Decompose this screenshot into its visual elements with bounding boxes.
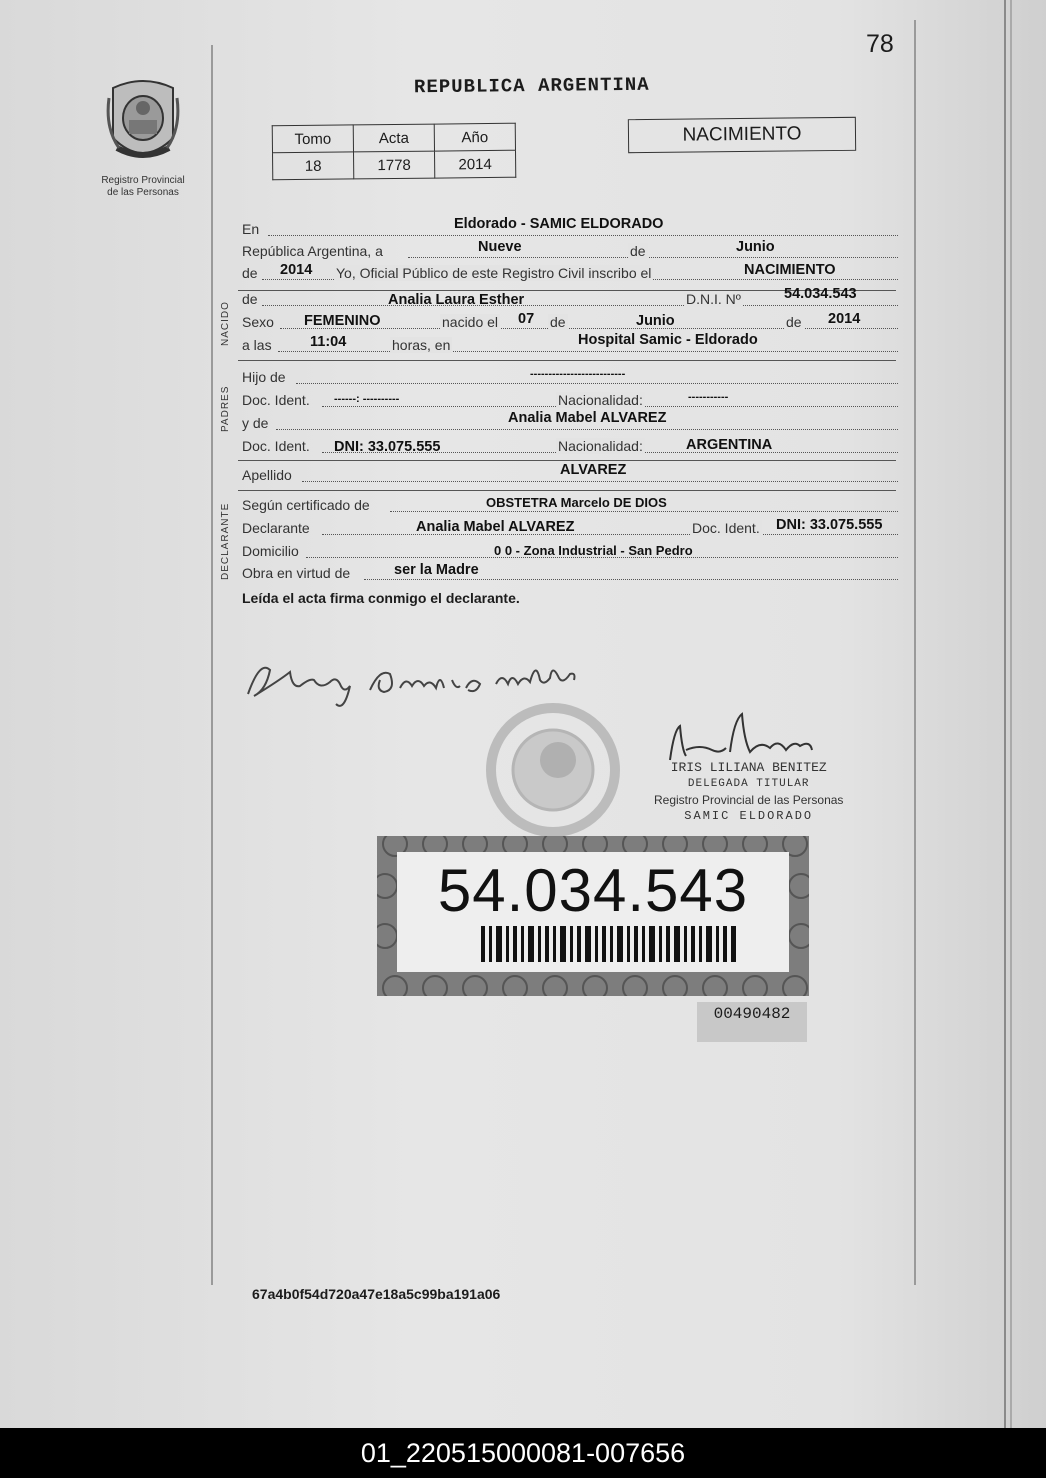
closing-statement: Leída el acta firma conmigo el declarante. bbox=[242, 590, 520, 606]
id-barcode-label bbox=[377, 836, 809, 996]
registry-value: 2014 bbox=[434, 150, 515, 178]
page-edge bbox=[1010, 0, 1012, 1428]
domicilio-label: Domicilio bbox=[242, 543, 299, 559]
de-label: de bbox=[550, 314, 566, 330]
registry-value: 18 bbox=[273, 152, 354, 180]
day-value: Nueve bbox=[478, 239, 522, 255]
serial-number: 00490482 bbox=[697, 1002, 807, 1042]
act-type-box: NACIMIENTO bbox=[628, 117, 856, 153]
mother-nationality: ARGENTINA bbox=[686, 437, 773, 453]
year-value: 2014 bbox=[280, 262, 313, 278]
birth-month: Junio bbox=[636, 313, 675, 329]
registry-value: 1778 bbox=[354, 151, 435, 179]
barcode-number: 54.034.543 bbox=[437, 857, 749, 924]
declarante-row bbox=[242, 517, 898, 539]
doc1-value: ------: ---------- bbox=[334, 393, 400, 405]
barcode-inner bbox=[397, 852, 789, 972]
dni-value: 54.034.543 bbox=[784, 286, 857, 302]
registry-header: Acta bbox=[353, 124, 434, 152]
logo-caption: Registro Provincial bbox=[101, 175, 185, 186]
province-logo bbox=[95, 78, 191, 199]
segun-label: Según certificado de bbox=[242, 497, 370, 513]
nacionalidad-label: Nacionalidad: bbox=[558, 392, 643, 408]
section-label-declarante: DECLARANTE bbox=[220, 502, 231, 580]
de-label: de bbox=[630, 243, 646, 259]
page-edge bbox=[1004, 0, 1006, 1428]
birth-place: Hospital Samic - Eldorado bbox=[578, 332, 758, 348]
registry-table bbox=[272, 123, 517, 181]
doc-ident-label: Doc. Ident. bbox=[242, 438, 310, 454]
month-value: Junio bbox=[736, 239, 775, 255]
coat-of-arms-icon bbox=[103, 78, 183, 170]
father-value: -------------------------- bbox=[530, 368, 626, 380]
child-name: Analia Laura Esther bbox=[388, 292, 525, 308]
nac1-value: ----------- bbox=[688, 391, 729, 403]
apellido-row bbox=[242, 464, 898, 486]
nacionalidad-label: Nacionalidad: bbox=[558, 438, 643, 454]
doc-ident-label: Doc. Ident. bbox=[242, 392, 310, 408]
hijo-de-row bbox=[242, 366, 898, 388]
barcode-bars bbox=[481, 926, 737, 962]
birth-day: 07 bbox=[518, 311, 535, 327]
page-number: 78 bbox=[866, 30, 894, 58]
domicilio-row bbox=[242, 540, 898, 562]
en-label: En bbox=[242, 221, 260, 237]
date-row bbox=[242, 240, 898, 262]
inscribo-text: Yo, Oficial Público de este Registro Civil inscribo el bbox=[336, 265, 652, 281]
document-title: REPUBLICA ARGENTINA bbox=[413, 73, 650, 99]
obra-row bbox=[242, 562, 898, 584]
registry-seal bbox=[478, 700, 628, 840]
year-prefix: de bbox=[242, 265, 258, 281]
document-hash: 67a4b0f54d720a47e18a5c99ba191a06 bbox=[252, 1286, 501, 1302]
logo-caption: de las Personas bbox=[107, 187, 179, 198]
doc1-row bbox=[242, 389, 898, 411]
official-stamp bbox=[654, 760, 843, 824]
official-location: SAMIC ELDORADO bbox=[684, 809, 814, 823]
mother-name: Analia Mabel ALVAREZ bbox=[508, 410, 667, 426]
de-label: de bbox=[786, 314, 802, 330]
section-label-padres: PADRES bbox=[220, 385, 231, 432]
sexo-label: Sexo bbox=[242, 314, 274, 330]
mother-doc: DNI: 33.075.555 bbox=[334, 439, 441, 455]
apellido-value: ALVAREZ bbox=[560, 462, 627, 478]
y-de-label: y de bbox=[242, 415, 269, 431]
nacido-el-label: nacido el bbox=[442, 314, 499, 330]
birth-time: 11:04 bbox=[310, 334, 347, 350]
apellido-label: Apellido bbox=[242, 467, 292, 483]
declarante-doc: DNI: 33.075.555 bbox=[776, 517, 883, 533]
registry-header: Año bbox=[434, 123, 515, 151]
en-row bbox=[242, 218, 898, 240]
registry-header: Tomo bbox=[272, 125, 353, 153]
inscribo-value: NACIMIENTO bbox=[744, 262, 836, 278]
nacido-sex-row bbox=[242, 311, 898, 333]
y-de-row bbox=[242, 412, 898, 434]
horas-en-label: horas, en bbox=[392, 337, 451, 353]
segun-value: OBSTETRA Marcelo DE DIOS bbox=[486, 495, 667, 510]
de-label: de bbox=[242, 291, 258, 307]
doc2-row bbox=[242, 435, 898, 457]
obra-label: Obra en virtud de bbox=[242, 565, 351, 581]
declarante-label: Declarante bbox=[242, 520, 310, 536]
scan-footer: 01_220515000081-007656 bbox=[0, 1428, 1046, 1478]
doc-ident-label: Doc. Ident. bbox=[692, 520, 760, 536]
birth-year: 2014 bbox=[828, 311, 861, 327]
declarante-value: Analia Mabel ALVAREZ bbox=[416, 519, 575, 535]
dni-label: D.N.I. Nº bbox=[686, 291, 741, 307]
official-office: Registro Provincial de las Personas bbox=[654, 793, 844, 807]
hijo-de-label: Hijo de bbox=[242, 369, 286, 385]
domicilio-value: 0 0 - Zona Industrial - San Pedro bbox=[494, 543, 693, 558]
nacido-time-row bbox=[242, 334, 898, 356]
right-margin-line bbox=[914, 20, 916, 1285]
section-label-nacido: NACIDO bbox=[220, 301, 231, 346]
republica-label: República Argentina, a bbox=[242, 243, 383, 259]
segun-row bbox=[242, 494, 898, 516]
birth-record-form bbox=[210, 200, 910, 610]
year-row bbox=[242, 262, 898, 284]
official-name: IRIS LILIANA BENITEZ bbox=[670, 760, 827, 775]
sexo-value: FEMENINO bbox=[304, 313, 381, 329]
nacido-name-row bbox=[242, 288, 898, 310]
en-value: Eldorado - SAMIC ELDORADO bbox=[454, 216, 664, 232]
obra-value: ser la Madre bbox=[394, 562, 479, 578]
official-role: DELEGADA TITULAR bbox=[687, 778, 810, 790]
a-las-label: a las bbox=[242, 337, 272, 353]
